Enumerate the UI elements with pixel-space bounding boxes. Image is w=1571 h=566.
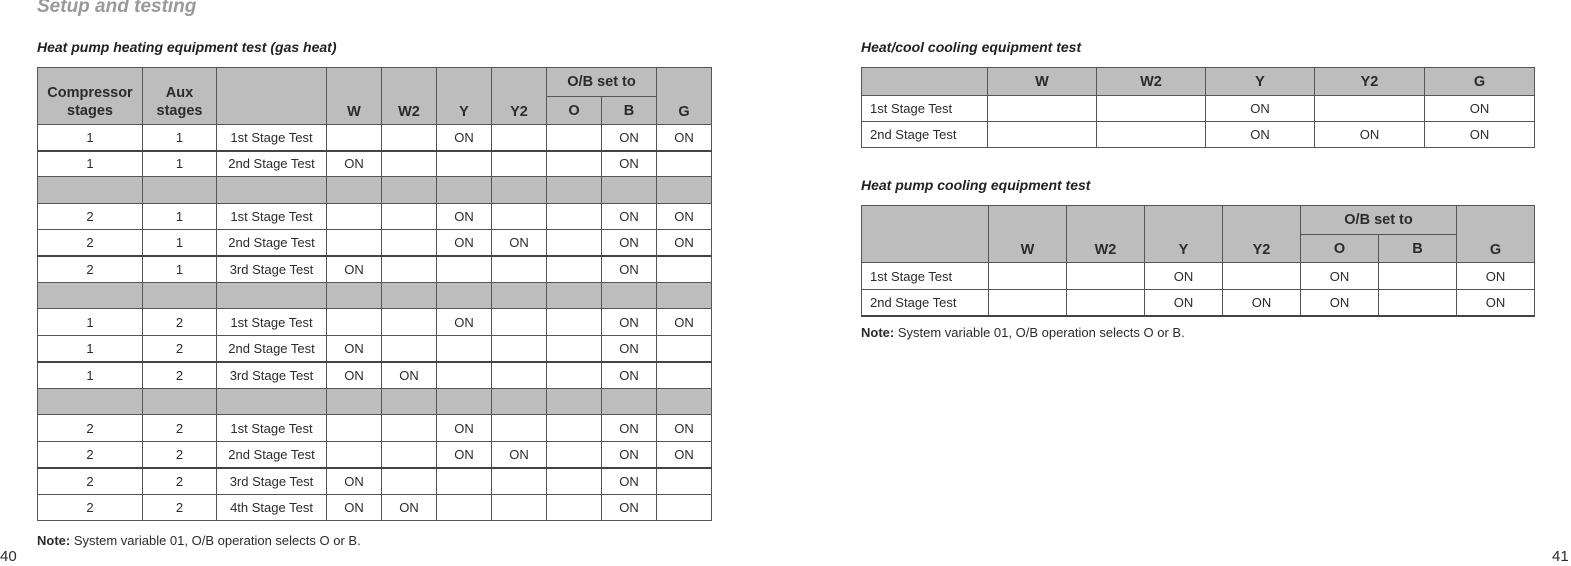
header-b: B: [602, 97, 657, 125]
cell: 2nd Stage Test: [862, 122, 988, 148]
note-label: Note:: [861, 325, 895, 340]
hp-cooling-table: [861, 205, 1535, 317]
cell: 2: [143, 415, 217, 442]
cell: 2: [143, 336, 217, 362]
cell: 2: [143, 468, 217, 495]
header-test: [862, 206, 989, 263]
cell: [547, 468, 602, 495]
hp-cooling-note: [861, 325, 1185, 340]
cell: ON: [1206, 96, 1315, 122]
cell: 1st Stage Test: [862, 96, 988, 122]
cell: ON: [602, 336, 657, 362]
cell: ON: [327, 468, 382, 495]
cell: ON: [602, 204, 657, 230]
cell: ON: [437, 309, 492, 336]
cell: [547, 336, 602, 362]
hp-cooling-title: Heat pump cooling equipment test: [861, 177, 1091, 193]
table-row: [862, 96, 1535, 122]
cell: ON: [657, 230, 712, 256]
cell: [547, 362, 602, 389]
header-y: Y: [437, 68, 492, 125]
cell: ON: [602, 256, 657, 283]
cell: 1: [38, 309, 143, 336]
table-row: [38, 125, 712, 151]
cell: [382, 230, 437, 256]
table-row: [38, 230, 712, 256]
cell: [382, 415, 437, 442]
cell: ON: [657, 125, 712, 151]
cell: 2nd Stage Test: [217, 336, 327, 362]
gas-heat-table: [37, 67, 712, 521]
cell: 2: [143, 442, 217, 468]
cell: [657, 362, 712, 389]
cell: 1: [38, 336, 143, 362]
cell: [547, 256, 602, 283]
cell: [657, 151, 712, 177]
cell: ON: [602, 495, 657, 521]
cell: [327, 125, 382, 151]
cell: ON: [1425, 96, 1535, 122]
cell: [988, 122, 1097, 148]
cell: [1097, 122, 1206, 148]
cell: ON: [657, 415, 712, 442]
cell: [1223, 263, 1301, 290]
cell: [547, 230, 602, 256]
header-ob-set-to: O/B set to: [547, 68, 657, 97]
cell: [437, 495, 492, 521]
header-compressor-stages: Compressor stages: [38, 68, 143, 125]
cell: 3rd Stage Test: [217, 362, 327, 389]
cell: ON: [437, 442, 492, 468]
cell: [547, 442, 602, 468]
cell: 1: [143, 151, 217, 177]
page-number-left: 40: [0, 548, 17, 565]
header-o: O: [547, 97, 602, 125]
cell: ON: [1145, 290, 1223, 316]
cell: [657, 495, 712, 521]
gas-heat-title: Heat pump heating equipment test (gas heat): [37, 39, 337, 55]
cell: 1st Stage Test: [862, 263, 989, 290]
cell: [437, 468, 492, 495]
cell: [437, 256, 492, 283]
cell: [547, 204, 602, 230]
cell: [492, 256, 547, 283]
cell: ON: [437, 204, 492, 230]
cell: ON: [437, 415, 492, 442]
cell: ON: [602, 309, 657, 336]
cell: [657, 336, 712, 362]
cell: 3rd Stage Test: [217, 256, 327, 283]
table-row: [38, 415, 712, 442]
header-b: B: [1379, 235, 1457, 263]
cell: ON: [602, 230, 657, 256]
cell: ON: [327, 256, 382, 283]
cell: ON: [327, 151, 382, 177]
cell: [327, 204, 382, 230]
cell: 1: [143, 125, 217, 151]
cell: ON: [382, 495, 437, 521]
cell: [382, 442, 437, 468]
cell: [492, 495, 547, 521]
cell: [657, 468, 712, 495]
table-row: [38, 256, 712, 283]
cell: 1: [143, 204, 217, 230]
header-test: [217, 68, 327, 125]
cell: 1st Stage Test: [217, 415, 327, 442]
cell: 1st Stage Test: [217, 204, 327, 230]
separator-row: [38, 389, 712, 415]
cell: [382, 468, 437, 495]
cell: ON: [1425, 122, 1535, 148]
table-row: [862, 263, 1535, 290]
cell: [492, 125, 547, 151]
cell: 2: [38, 204, 143, 230]
header-w2: W2: [382, 68, 437, 125]
cell: [1379, 263, 1457, 290]
heat-cool-title: Heat/cool cooling equipment test: [861, 39, 1082, 55]
cell: [492, 336, 547, 362]
table-row: [38, 336, 712, 362]
cell: [382, 309, 437, 336]
table-row: [38, 204, 712, 230]
cell: 2: [38, 230, 143, 256]
cell: ON: [1206, 122, 1315, 148]
cell: ON: [657, 442, 712, 468]
cell: 1: [38, 151, 143, 177]
cell: ON: [1457, 263, 1535, 290]
cell: 2nd Stage Test: [862, 290, 989, 316]
cell: [492, 309, 547, 336]
gas-heat-note: [37, 533, 361, 548]
cell: ON: [602, 125, 657, 151]
cell: [988, 96, 1097, 122]
cell: [1379, 290, 1457, 316]
cell: [492, 415, 547, 442]
table-row: [38, 151, 712, 177]
cell: [492, 151, 547, 177]
cell: [1097, 96, 1206, 122]
cell: [547, 309, 602, 336]
cell: 2: [143, 495, 217, 521]
cell: [327, 309, 382, 336]
table-row: [862, 290, 1535, 316]
cell: ON: [437, 230, 492, 256]
cell: [547, 125, 602, 151]
cell: [382, 256, 437, 283]
cell: 2: [38, 468, 143, 495]
cell: [1067, 290, 1145, 316]
cell: [1315, 96, 1425, 122]
header-y2: Y2: [1315, 68, 1425, 96]
cell: [1067, 263, 1145, 290]
header-aux-stages: Aux stages: [143, 68, 217, 125]
cell: 2nd Stage Test: [217, 230, 327, 256]
cell: ON: [602, 362, 657, 389]
cell: 2: [143, 309, 217, 336]
section-header: Setup and testing: [37, 0, 197, 17]
cell: [382, 125, 437, 151]
header-g: G: [1457, 206, 1535, 263]
table-row: [38, 468, 712, 495]
separator-row: [38, 177, 712, 204]
cell: 1: [143, 230, 217, 256]
cell: [657, 256, 712, 283]
cell: [327, 415, 382, 442]
cell: ON: [1223, 290, 1301, 316]
cell: ON: [492, 442, 547, 468]
cell: ON: [1315, 122, 1425, 148]
cell: 1: [38, 125, 143, 151]
heat-cool-table: [861, 67, 1535, 148]
cell: 3rd Stage Test: [217, 468, 327, 495]
header-ob-set-to: O/B set to: [1301, 206, 1457, 235]
cell: ON: [602, 151, 657, 177]
cell: [437, 362, 492, 389]
cell: ON: [657, 204, 712, 230]
table-row: [38, 495, 712, 521]
cell: 1: [143, 256, 217, 283]
cell: [547, 495, 602, 521]
header-y2: Y2: [1223, 206, 1301, 263]
header-w: W: [989, 206, 1067, 263]
cell: 2nd Stage Test: [217, 442, 327, 468]
note-label: Note:: [37, 533, 71, 548]
cell: 2nd Stage Test: [217, 151, 327, 177]
cell: [327, 230, 382, 256]
cell: [989, 263, 1067, 290]
cell: [327, 442, 382, 468]
header-o: O: [1301, 235, 1379, 263]
cell: [382, 204, 437, 230]
cell: [492, 468, 547, 495]
table-row: [38, 309, 712, 336]
header-y: Y: [1145, 206, 1223, 263]
header-w2: W2: [1067, 206, 1145, 263]
cell: 4th Stage Test: [217, 495, 327, 521]
cell: ON: [327, 336, 382, 362]
cell: ON: [602, 468, 657, 495]
cell: 2: [38, 256, 143, 283]
header-y: Y: [1206, 68, 1315, 96]
cell: 1st Stage Test: [217, 125, 327, 151]
table-row: [862, 122, 1535, 148]
cell: ON: [1301, 290, 1379, 316]
separator-row: [38, 283, 712, 309]
cell: [437, 336, 492, 362]
cell: 1: [38, 362, 143, 389]
cell: ON: [492, 230, 547, 256]
cell: ON: [327, 362, 382, 389]
cell: [492, 362, 547, 389]
cell: ON: [1457, 290, 1535, 316]
header-y2: Y2: [492, 68, 547, 125]
cell: ON: [1145, 263, 1223, 290]
cell: ON: [602, 415, 657, 442]
note-text: System variable 01, O/B operation selects O or B.: [894, 325, 1185, 340]
header-g: G: [657, 68, 712, 125]
table-row: [38, 362, 712, 389]
cell: 2: [38, 415, 143, 442]
cell: [547, 151, 602, 177]
cell: [547, 415, 602, 442]
cell: ON: [382, 362, 437, 389]
cell: ON: [437, 125, 492, 151]
page-number-right: 41: [1552, 548, 1569, 565]
cell: ON: [327, 495, 382, 521]
cell: [492, 204, 547, 230]
cell: 2: [143, 362, 217, 389]
header-g: G: [1425, 68, 1535, 96]
cell: [437, 151, 492, 177]
header-w2: W2: [1097, 68, 1206, 96]
table-row: [38, 442, 712, 468]
cell: ON: [657, 309, 712, 336]
cell: ON: [602, 442, 657, 468]
cell: [382, 151, 437, 177]
cell: 2: [38, 442, 143, 468]
note-text: System variable 01, O/B operation selects O or B.: [70, 533, 361, 548]
cell: [382, 336, 437, 362]
cell: ON: [1301, 263, 1379, 290]
cell: 2: [38, 495, 143, 521]
header-test: [862, 68, 988, 96]
header-w: W: [327, 68, 382, 125]
cell: [989, 290, 1067, 316]
header-w: W: [988, 68, 1097, 96]
cell: 1st Stage Test: [217, 309, 327, 336]
